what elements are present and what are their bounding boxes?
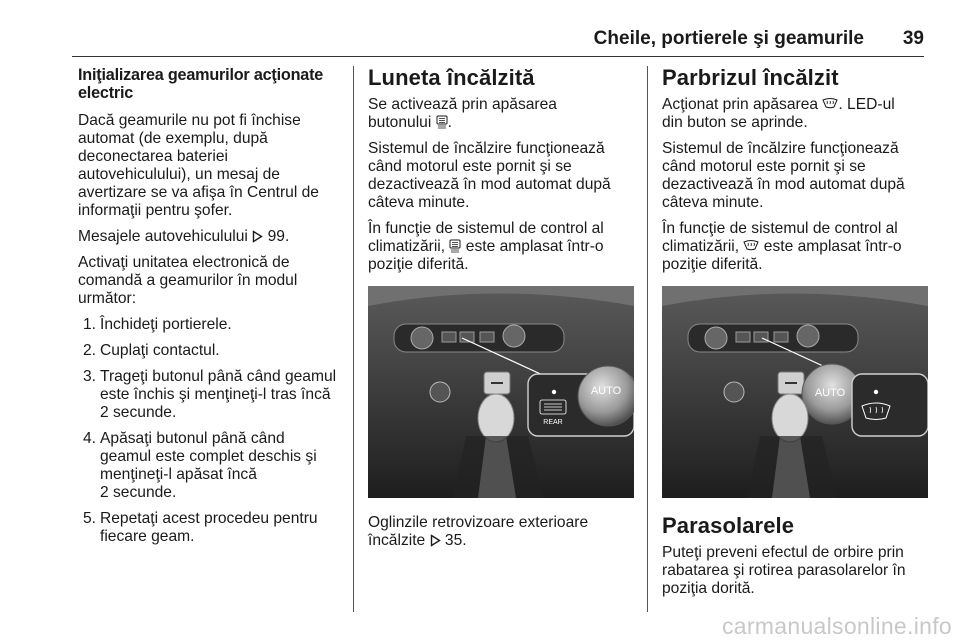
paragraph: În funcţie de sistemul de control al climatizării, este amplasat într-o poziţie diferită. xyxy=(368,220,604,273)
list-item: 1. Închideţi portierele. xyxy=(82,316,232,333)
list-item: 2. Cuplaţi contactul. xyxy=(82,342,220,359)
paragraph: Sistemul de încălzire funcţionează când motorul este pornit şi se dezactivează în mod automat după câteva minute. xyxy=(662,140,905,211)
paragraph: Sistemul de încălzire funcţionează când motorul este pornit şi se dezactivează în mod automat după câteva minute. xyxy=(368,140,611,211)
page-header xyxy=(72,26,924,54)
list-item: 3. Trageţi butonul până când geamul este închis şi menţineţi-l tras încă 2 secunde. xyxy=(82,368,337,421)
watermark: carmanualsonline.info xyxy=(721,613,952,639)
paragraph: În funcţie de sistemul de control al climatizării, este amplasat într-o poziţie diferită. xyxy=(662,220,902,273)
paragraph: Activaţi unitatea electronică de comandă a geamurilor în modul următor: xyxy=(78,254,298,307)
dashboard-photo-rear-window-button xyxy=(368,286,634,498)
windscreen-heat-icon xyxy=(743,239,759,253)
chapter-title: Cheile, portierele şi geamurile xyxy=(593,28,864,49)
rear-window-heat-icon xyxy=(436,115,448,129)
windscreen-heat-icon xyxy=(822,97,838,111)
paragraph: Acţionat prin apăsarea . LED-ul din buton se aprinde. xyxy=(662,96,895,131)
paragraph: Puteţi preveni efectul de orbire prin rabatarea şi rotirea parasolarelor în poziţia dorită. xyxy=(662,544,906,597)
caption-exterior-mirrors: Oglinzile retrovizoare exterioare încălzite 35. xyxy=(368,514,589,549)
section-heading-windscreen: Parbrizul încălzit xyxy=(662,65,839,90)
section-heading-sun-visors: Parasolarele xyxy=(662,513,795,538)
paragraph: Se activează prin apăsarea butonului . xyxy=(368,96,557,131)
column-divider xyxy=(647,66,648,612)
auto-label: AUTO xyxy=(590,385,622,397)
section-heading-window-init: Iniţializarea geamurilor acţionate electric xyxy=(78,66,324,102)
column-heated-rear-window xyxy=(368,66,634,558)
page-number: 39 xyxy=(902,28,924,49)
column-power-windows xyxy=(78,66,340,554)
header-rule xyxy=(72,56,924,57)
page-reference-link[interactable]: 35. xyxy=(444,532,467,549)
page-reference-link[interactable]: 99. xyxy=(267,228,290,245)
paragraph-vehicle-messages: Mesajele autovehiculului 99. xyxy=(78,228,290,245)
triangle-right-icon xyxy=(252,230,263,243)
rear-label: REAR xyxy=(543,419,563,426)
auto-label: AUTO xyxy=(814,387,846,399)
list-item: 4. Apăsaţi butonul până când geamul este complet deschis şi menţineţi-l apăsat încă 2 secunde. xyxy=(82,430,317,501)
steps-list xyxy=(78,316,340,546)
rear-window-heat-icon xyxy=(449,239,461,253)
dashboard-photo-windscreen-button xyxy=(662,286,928,498)
section-heading-rear-window: Luneta încălzită xyxy=(368,65,535,90)
triangle-right-icon xyxy=(430,534,441,547)
list-item: 5. Repetaţi acest procedeu pentru fiecare geam. xyxy=(82,510,318,545)
column-heated-windscreen xyxy=(662,66,928,606)
column-divider xyxy=(353,66,354,612)
paragraph: Dacă geamurile nu pot fi închise automat (de exemplu, după deconectarea bateriei autovehiculului), un mesaj de avertizare se va afişa în Centrul de informaţii pentru şofer. xyxy=(78,112,319,219)
